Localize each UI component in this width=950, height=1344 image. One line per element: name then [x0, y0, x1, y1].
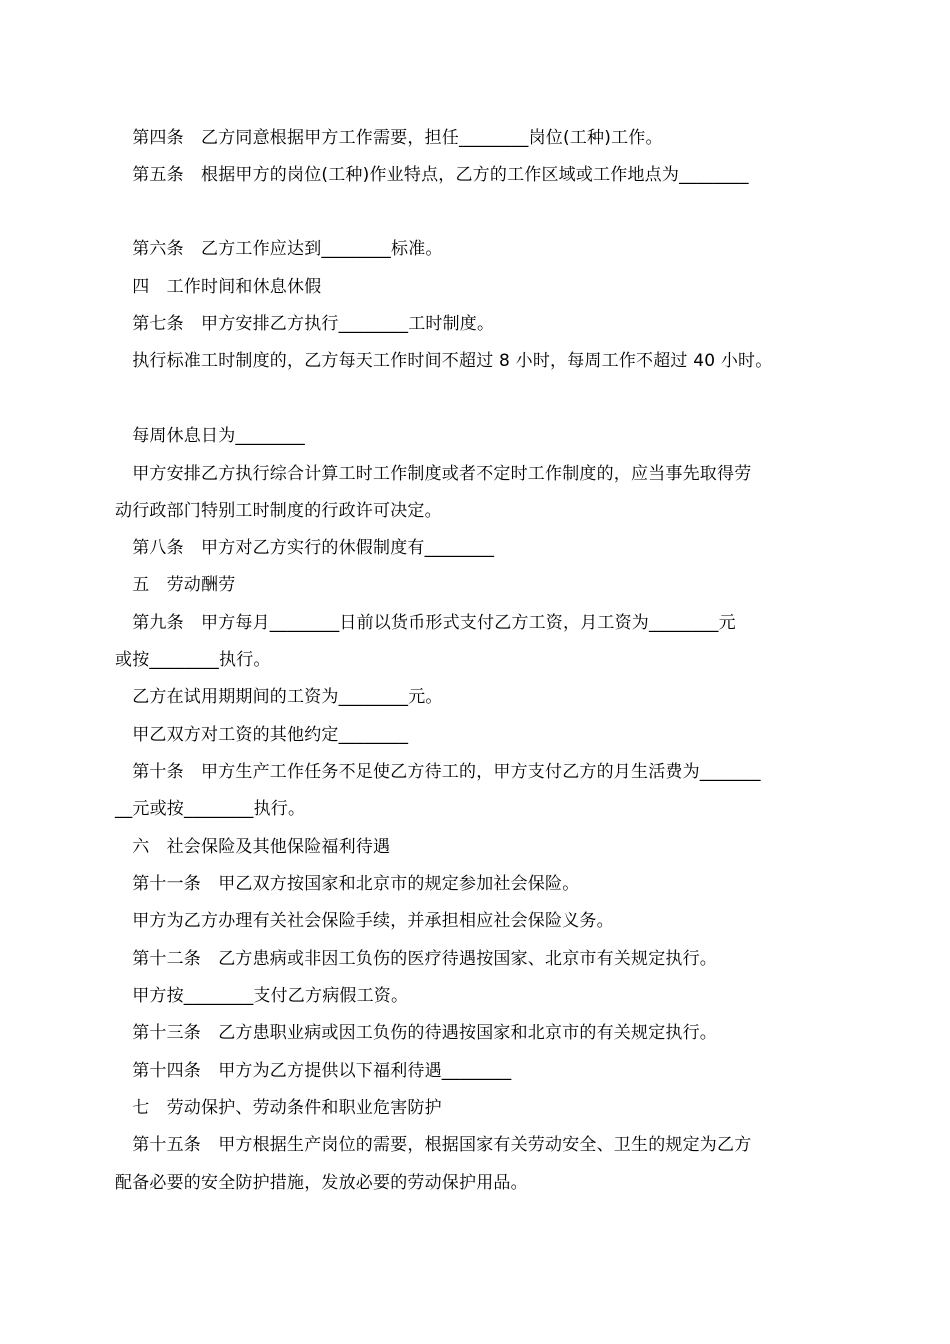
clause-15-line-1: 第十五条 甲方根据生产岗位的需要，根据国家有关劳动安全、卫生的规定为乙方 — [115, 1135, 752, 1155]
clause-11: 第十一条 甲乙双方按国家和北京市的规定参加社会保险。 — [115, 874, 580, 894]
weekly-rest-day: 每周休息日为________ — [115, 426, 305, 446]
clause-10-line-1: 第十条 甲方生产工作任务不足使乙方待工的，甲方支付乙方的月生活费为_______ — [115, 762, 761, 782]
flexible-hours-paragraph-line-2: 动行政部门特别工时制度的行政许可决定。 — [115, 501, 442, 521]
clause-12: 第十二条 乙方患病或非因工负伤的医疗待遇按国家、北京市有关规定执行。 — [115, 949, 717, 969]
sick-leave-wage: 甲方按________支付乙方病假工资。 — [115, 986, 409, 1006]
clause-6: 第六条 乙方工作应达到________标准。 — [115, 239, 443, 259]
clause-7-standard-hours: 执行标准工时制度的，乙方每天工作时间不超过 8 小时，每周工作不超过 40 小时。 — [115, 351, 773, 371]
social-insurance-procedures: 甲方为乙方办理有关社会保险手续，并承担相应社会保险义务。 — [115, 911, 614, 931]
clause-7: 第七条 甲方安排乙方执行________工时制度。 — [115, 314, 495, 334]
clause-4: 第四条 乙方同意根据甲方工作需要，担任________岗位(工种)工作。 — [115, 128, 663, 148]
other-wage-agreement: 甲乙双方对工资的其他约定________ — [115, 725, 409, 745]
probation-wage: 乙方在试用期期间的工资为________元。 — [115, 687, 443, 707]
clause-13: 第十三条 乙方患职业病或因工负伤的待遇按国家和北京市的有关规定执行。 — [115, 1023, 717, 1043]
clause-15-line-2: 配备必要的安全防护措施，发放必要的劳动保护用品。 — [115, 1173, 528, 1193]
clause-8: 第八条 甲方对乙方实行的休假制度有________ — [115, 538, 495, 558]
clause-10-line-2: __元或按________执行。 — [115, 799, 306, 819]
flexible-hours-paragraph-line-1: 甲方安排乙方执行综合计算工时工作制度或者不定时工作制度的，应当事先取得劳 — [115, 464, 752, 484]
clause-9-line-2: 或按________执行。 — [115, 650, 271, 670]
clause-14: 第十四条 甲方为乙方提供以下福利待遇________ — [115, 1061, 512, 1081]
clause-5: 第五条 根据甲方的岗位(工种)作业特点，乙方的工作区域或工作地点为________ — [115, 165, 749, 185]
section-7-heading: 七 劳动保护、劳动条件和职业危害防护 — [115, 1098, 442, 1118]
section-6-heading: 六 社会保险及其他保险福利待遇 — [115, 837, 391, 857]
section-5-heading: 五 劳动酬劳 — [115, 575, 236, 595]
clause-9-line-1: 第九条 甲方每月________日前以货币形式支付乙方工资，月工资为________元 — [115, 613, 736, 633]
section-4-heading: 四 工作时间和休息休假 — [115, 277, 322, 297]
